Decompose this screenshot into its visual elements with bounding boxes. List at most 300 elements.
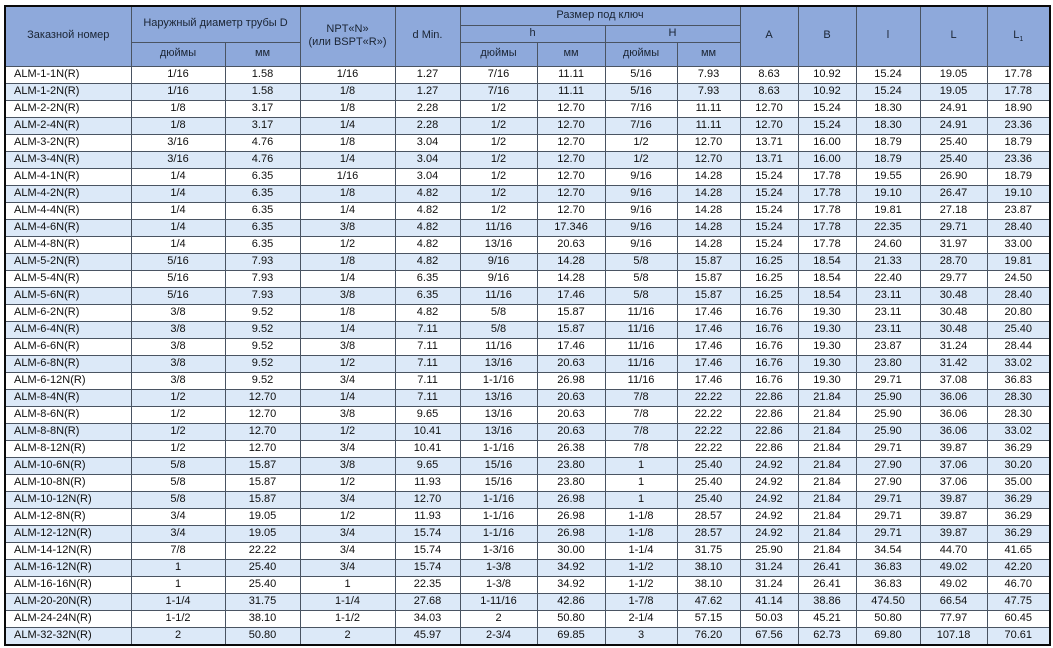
value-cell: 6.35: [225, 168, 300, 185]
value-cell: 45.21: [798, 610, 856, 627]
value-cell: 3.04: [395, 134, 460, 151]
value-cell: 6.35: [225, 236, 300, 253]
value-cell: 3/4: [300, 559, 395, 576]
value-cell: 9/16: [605, 202, 677, 219]
value-cell: 12.70: [677, 134, 740, 151]
value-cell: 11/16: [605, 372, 677, 389]
value-cell: 7/8: [131, 542, 225, 559]
value-cell: 7.93: [225, 270, 300, 287]
value-cell: 12.70: [740, 117, 798, 134]
value-cell: 3/4: [300, 525, 395, 542]
value-cell: 1/2: [131, 389, 225, 406]
value-cell: 36.06: [920, 423, 987, 440]
value-cell: 1-1/16: [460, 525, 537, 542]
value-cell: 19.81: [987, 253, 1050, 270]
value-cell: 11.11: [677, 117, 740, 134]
value-cell: 21.84: [798, 491, 856, 508]
value-cell: 27.68: [395, 593, 460, 610]
value-cell: 29.71: [856, 525, 920, 542]
value-cell: 19.30: [798, 321, 856, 338]
header-col-b: B: [798, 6, 856, 66]
value-cell: 107.18: [920, 627, 987, 645]
value-cell: 1/4: [131, 185, 225, 202]
value-cell: 15/16: [460, 457, 537, 474]
order-number-cell: ALM-3-2N(R): [5, 134, 131, 151]
value-cell: 1/16: [300, 66, 395, 83]
value-cell: 5/8: [131, 491, 225, 508]
table-row: [5, 355, 1050, 372]
value-cell: 1/8: [300, 100, 395, 117]
value-cell: 15.87: [677, 253, 740, 270]
value-cell: 44.70: [920, 542, 987, 559]
value-cell: 11.93: [395, 474, 460, 491]
value-cell: 1-1/16: [460, 372, 537, 389]
value-cell: 24.50: [987, 270, 1050, 287]
value-cell: 15.87: [677, 270, 740, 287]
value-cell: 14.28: [677, 219, 740, 236]
value-cell: 18.54: [798, 253, 856, 270]
value-cell: 1/16: [131, 83, 225, 100]
value-cell: 24.91: [920, 117, 987, 134]
value-cell: 37.06: [920, 474, 987, 491]
value-cell: 31.75: [677, 542, 740, 559]
value-cell: 34.92: [537, 559, 605, 576]
header-unit-inches-H: дюймы: [605, 42, 677, 66]
value-cell: 23.80: [856, 355, 920, 372]
value-cell: 24.92: [740, 457, 798, 474]
value-cell: 10.92: [798, 83, 856, 100]
value-cell: 42.20: [987, 559, 1050, 576]
value-cell: 18.54: [798, 270, 856, 287]
order-number-cell: ALM-6-12N(R): [5, 372, 131, 389]
value-cell: 1/4: [300, 389, 395, 406]
value-cell: 39.87: [920, 440, 987, 457]
value-cell: 17.78: [987, 83, 1050, 100]
value-cell: 28.70: [920, 253, 987, 270]
table-row: [5, 593, 1050, 610]
value-cell: 9/16: [605, 236, 677, 253]
value-cell: 26.98: [537, 372, 605, 389]
value-cell: 24.92: [740, 491, 798, 508]
value-cell: 9.52: [225, 372, 300, 389]
value-cell: 3/4: [300, 372, 395, 389]
value-cell: 22.22: [677, 423, 740, 440]
value-cell: 36.29: [987, 525, 1050, 542]
value-cell: 19.10: [987, 185, 1050, 202]
value-cell: 15.24: [740, 219, 798, 236]
header-col-l-big: L: [920, 6, 987, 66]
value-cell: 31.97: [920, 236, 987, 253]
header-col-l1-sub: 1: [1019, 36, 1024, 44]
table-row: [5, 100, 1050, 117]
value-cell: 49.02: [920, 559, 987, 576]
value-cell: 62.73: [798, 627, 856, 645]
value-cell: 12.70: [225, 389, 300, 406]
value-cell: 15.87: [225, 491, 300, 508]
value-cell: 9.65: [395, 457, 460, 474]
value-cell: 25.90: [856, 406, 920, 423]
value-cell: 3/4: [131, 508, 225, 525]
value-cell: 1/2: [605, 134, 677, 151]
value-cell: 25.40: [225, 576, 300, 593]
value-cell: 1/2: [300, 474, 395, 491]
value-cell: 15/16: [460, 474, 537, 491]
value-cell: 67.56: [740, 627, 798, 645]
value-cell: 7.93: [225, 253, 300, 270]
value-cell: 25.90: [740, 542, 798, 559]
value-cell: 19.05: [920, 83, 987, 100]
value-cell: 1/8: [300, 304, 395, 321]
value-cell: 17.78: [798, 168, 856, 185]
value-cell: 3.17: [225, 100, 300, 117]
value-cell: 1/8: [300, 134, 395, 151]
order-number-cell: ALM-32-32N(R): [5, 627, 131, 645]
value-cell: 3/8: [131, 355, 225, 372]
value-cell: 7.11: [395, 338, 460, 355]
header-unit-mm-h: мм: [537, 42, 605, 66]
order-number-cell: ALM-8-12N(R): [5, 440, 131, 457]
value-cell: 3/8: [300, 457, 395, 474]
value-cell: 38.10: [677, 576, 740, 593]
value-cell: 5/16: [131, 253, 225, 270]
value-cell: 1/2: [300, 508, 395, 525]
value-cell: 7.93: [677, 66, 740, 83]
value-cell: 2: [131, 627, 225, 645]
value-cell: 5/16: [131, 287, 225, 304]
dimensions-table: [4, 5, 1051, 646]
value-cell: 14.28: [677, 202, 740, 219]
table-row: [5, 202, 1050, 219]
value-cell: 11/16: [605, 304, 677, 321]
value-cell: 24.92: [740, 474, 798, 491]
value-cell: 16.25: [740, 287, 798, 304]
value-cell: 10.92: [798, 66, 856, 83]
value-cell: 35.00: [987, 474, 1050, 491]
value-cell: 26.38: [537, 440, 605, 457]
value-cell: 22.86: [740, 406, 798, 423]
table-row: [5, 474, 1050, 491]
value-cell: 1/4: [131, 168, 225, 185]
value-cell: 21.84: [798, 457, 856, 474]
value-cell: 25.40: [677, 457, 740, 474]
value-cell: 4.82: [395, 185, 460, 202]
value-cell: 15.87: [677, 287, 740, 304]
value-cell: 1/2: [300, 423, 395, 440]
value-cell: 12.70: [740, 100, 798, 117]
value-cell: 14.28: [677, 168, 740, 185]
value-cell: 23.36: [987, 151, 1050, 168]
order-number-cell: ALM-10-6N(R): [5, 457, 131, 474]
value-cell: 1/2: [300, 355, 395, 372]
table-row: [5, 321, 1050, 338]
value-cell: 1/2: [300, 236, 395, 253]
table-row: [5, 542, 1050, 559]
value-cell: 3.04: [395, 151, 460, 168]
value-cell: 1/2: [460, 134, 537, 151]
table-header: [5, 6, 1050, 66]
table-row: [5, 219, 1050, 236]
value-cell: 18.79: [987, 134, 1050, 151]
value-cell: 60.45: [987, 610, 1050, 627]
table-row: [5, 134, 1050, 151]
value-cell: 1-1/2: [300, 610, 395, 627]
value-cell: 31.24: [920, 338, 987, 355]
value-cell: 15.87: [225, 457, 300, 474]
value-cell: 8.63: [740, 83, 798, 100]
value-cell: 3/4: [131, 525, 225, 542]
value-cell: 19.05: [225, 525, 300, 542]
value-cell: 1: [131, 559, 225, 576]
value-cell: 1/16: [300, 168, 395, 185]
value-cell: 7/16: [605, 117, 677, 134]
value-cell: 1/2: [460, 168, 537, 185]
order-number-cell: ALM-4-4N(R): [5, 202, 131, 219]
value-cell: 1.27: [395, 66, 460, 83]
value-cell: 27.90: [856, 457, 920, 474]
value-cell: 7/8: [605, 406, 677, 423]
value-cell: 20.63: [537, 423, 605, 440]
value-cell: 15.24: [740, 202, 798, 219]
value-cell: 50.80: [856, 610, 920, 627]
value-cell: 1: [605, 474, 677, 491]
value-cell: 11/16: [605, 338, 677, 355]
table-row: [5, 457, 1050, 474]
value-cell: 25.40: [677, 491, 740, 508]
value-cell: 46.70: [987, 576, 1050, 593]
value-cell: 3/16: [131, 151, 225, 168]
value-cell: 26.98: [537, 508, 605, 525]
value-cell: 16.00: [798, 134, 856, 151]
value-cell: 1/2: [131, 423, 225, 440]
table-row: [5, 372, 1050, 389]
header-unit-mm-d: мм: [225, 42, 300, 66]
value-cell: 15.24: [740, 185, 798, 202]
value-cell: 11/16: [605, 355, 677, 372]
value-cell: 27.90: [856, 474, 920, 491]
value-cell: 20.63: [537, 406, 605, 423]
value-cell: 18.30: [856, 100, 920, 117]
value-cell: 7.93: [677, 83, 740, 100]
value-cell: 9/16: [605, 168, 677, 185]
table-row: [5, 508, 1050, 525]
order-number-cell: ALM-2-4N(R): [5, 117, 131, 134]
value-cell: 17.78: [798, 236, 856, 253]
value-cell: 47.62: [677, 593, 740, 610]
value-cell: 1.58: [225, 66, 300, 83]
value-cell: 19.30: [798, 355, 856, 372]
value-cell: 1.27: [395, 83, 460, 100]
table-row: [5, 338, 1050, 355]
value-cell: 50.80: [225, 627, 300, 645]
value-cell: 29.71: [856, 372, 920, 389]
value-cell: 36.06: [920, 389, 987, 406]
value-cell: 10.41: [395, 440, 460, 457]
value-cell: 1/2: [460, 100, 537, 117]
order-number-cell: ALM-5-2N(R): [5, 253, 131, 270]
value-cell: 19.05: [920, 66, 987, 83]
header-npt: [300, 6, 395, 66]
value-cell: 13/16: [460, 423, 537, 440]
value-cell: 1-3/8: [460, 559, 537, 576]
value-cell: 39.87: [920, 508, 987, 525]
value-cell: 1: [131, 576, 225, 593]
value-cell: 11.11: [677, 100, 740, 117]
value-cell: 16.76: [740, 304, 798, 321]
value-cell: 29.71: [856, 491, 920, 508]
value-cell: 1/2: [460, 185, 537, 202]
value-cell: 1/2: [460, 151, 537, 168]
value-cell: 24.60: [856, 236, 920, 253]
value-cell: 18.79: [856, 134, 920, 151]
value-cell: 17.78: [798, 202, 856, 219]
order-number-cell: ALM-8-4N(R): [5, 389, 131, 406]
value-cell: 30.48: [920, 304, 987, 321]
value-cell: 34.54: [856, 542, 920, 559]
table-row: [5, 440, 1050, 457]
value-cell: 22.40: [856, 270, 920, 287]
value-cell: 16.76: [740, 355, 798, 372]
value-cell: 41.14: [740, 593, 798, 610]
header-unit-inches-d: дюймы: [131, 42, 225, 66]
header-col-l1-main: L: [1013, 29, 1020, 42]
value-cell: 1-1/4: [605, 542, 677, 559]
header-npt-line2: (или BSPT«R»): [308, 36, 387, 49]
value-cell: 6.35: [395, 287, 460, 304]
value-cell: 7.93: [225, 287, 300, 304]
header-h-lower: h: [460, 25, 605, 42]
value-cell: 7/8: [605, 389, 677, 406]
value-cell: 34.92: [537, 576, 605, 593]
value-cell: 20.63: [537, 355, 605, 372]
value-cell: 1/2: [460, 202, 537, 219]
value-cell: 24.92: [740, 508, 798, 525]
value-cell: 33.02: [987, 423, 1050, 440]
table-row: [5, 287, 1050, 304]
value-cell: 1/4: [131, 236, 225, 253]
value-cell: 41.65: [987, 542, 1050, 559]
value-cell: 7/16: [605, 100, 677, 117]
value-cell: 13.71: [740, 134, 798, 151]
value-cell: 24.92: [740, 525, 798, 542]
order-number-cell: ALM-4-6N(R): [5, 219, 131, 236]
value-cell: 3/4: [300, 491, 395, 508]
value-cell: 31.24: [740, 559, 798, 576]
value-cell: 1-1/16: [460, 508, 537, 525]
value-cell: 39.87: [920, 525, 987, 542]
value-cell: 13/16: [460, 406, 537, 423]
value-cell: 26.98: [537, 525, 605, 542]
table-row: [5, 525, 1050, 542]
value-cell: 9/16: [460, 253, 537, 270]
value-cell: 4.82: [395, 202, 460, 219]
value-cell: 18.30: [856, 117, 920, 134]
table-row: [5, 168, 1050, 185]
value-cell: 36.06: [920, 406, 987, 423]
table-row: [5, 185, 1050, 202]
value-cell: 2: [300, 627, 395, 645]
value-cell: 16.00: [798, 151, 856, 168]
value-cell: 5/8: [605, 287, 677, 304]
value-cell: 3/16: [131, 134, 225, 151]
value-cell: 3/8: [300, 287, 395, 304]
value-cell: 5/16: [131, 270, 225, 287]
order-number-cell: ALM-12-12N(R): [5, 525, 131, 542]
value-cell: 9/16: [605, 219, 677, 236]
value-cell: 1-3/16: [460, 542, 537, 559]
value-cell: 12.70: [225, 423, 300, 440]
value-cell: 1/16: [131, 66, 225, 83]
table-row: [5, 406, 1050, 423]
value-cell: 1-11/16: [460, 593, 537, 610]
value-cell: 28.30: [987, 406, 1050, 423]
value-cell: 28.57: [677, 508, 740, 525]
value-cell: 25.90: [856, 423, 920, 440]
value-cell: 11/16: [605, 321, 677, 338]
value-cell: 1/4: [131, 202, 225, 219]
value-cell: 9.52: [225, 338, 300, 355]
value-cell: 3/8: [300, 338, 395, 355]
value-cell: 1/2: [131, 406, 225, 423]
value-cell: 10.41: [395, 423, 460, 440]
value-cell: 33.00: [987, 236, 1050, 253]
value-cell: 28.40: [987, 219, 1050, 236]
value-cell: 66.54: [920, 593, 987, 610]
table-row: [5, 576, 1050, 593]
value-cell: 15.24: [740, 236, 798, 253]
table-row: [5, 610, 1050, 627]
value-cell: 12.70: [537, 151, 605, 168]
value-cell: 3.04: [395, 168, 460, 185]
value-cell: 1/4: [300, 321, 395, 338]
value-cell: 16.76: [740, 321, 798, 338]
order-number-cell: ALM-4-8N(R): [5, 236, 131, 253]
value-cell: 18.54: [798, 287, 856, 304]
value-cell: 11.93: [395, 508, 460, 525]
value-cell: 31.42: [920, 355, 987, 372]
value-cell: 15.87: [225, 474, 300, 491]
value-cell: 47.75: [987, 593, 1050, 610]
value-cell: 29.77: [920, 270, 987, 287]
value-cell: 22.86: [740, 389, 798, 406]
order-number-cell: ALM-1-2N(R): [5, 83, 131, 100]
value-cell: 14.28: [677, 185, 740, 202]
value-cell: 1/4: [131, 219, 225, 236]
value-cell: 34.03: [395, 610, 460, 627]
value-cell: 17.78: [798, 185, 856, 202]
header-unit-mm-H: мм: [677, 42, 740, 66]
value-cell: 26.98: [537, 491, 605, 508]
order-number-cell: ALM-8-6N(R): [5, 406, 131, 423]
value-cell: 16.76: [740, 372, 798, 389]
table-row: [5, 236, 1050, 253]
value-cell: 1/4: [300, 117, 395, 134]
value-cell: 21.84: [798, 440, 856, 457]
value-cell: 42.86: [537, 593, 605, 610]
value-cell: 70.61: [987, 627, 1050, 645]
order-number-cell: ALM-6-2N(R): [5, 304, 131, 321]
value-cell: 28.40: [987, 287, 1050, 304]
value-cell: 15.87: [537, 321, 605, 338]
value-cell: 38.10: [677, 559, 740, 576]
header-col-l-small: l: [856, 6, 920, 66]
value-cell: 1-3/8: [460, 576, 537, 593]
value-cell: 4.82: [395, 253, 460, 270]
value-cell: 21.84: [798, 508, 856, 525]
order-number-cell: ALM-6-6N(R): [5, 338, 131, 355]
value-cell: 8.63: [740, 66, 798, 83]
table-row: [5, 117, 1050, 134]
value-cell: 19.30: [798, 304, 856, 321]
